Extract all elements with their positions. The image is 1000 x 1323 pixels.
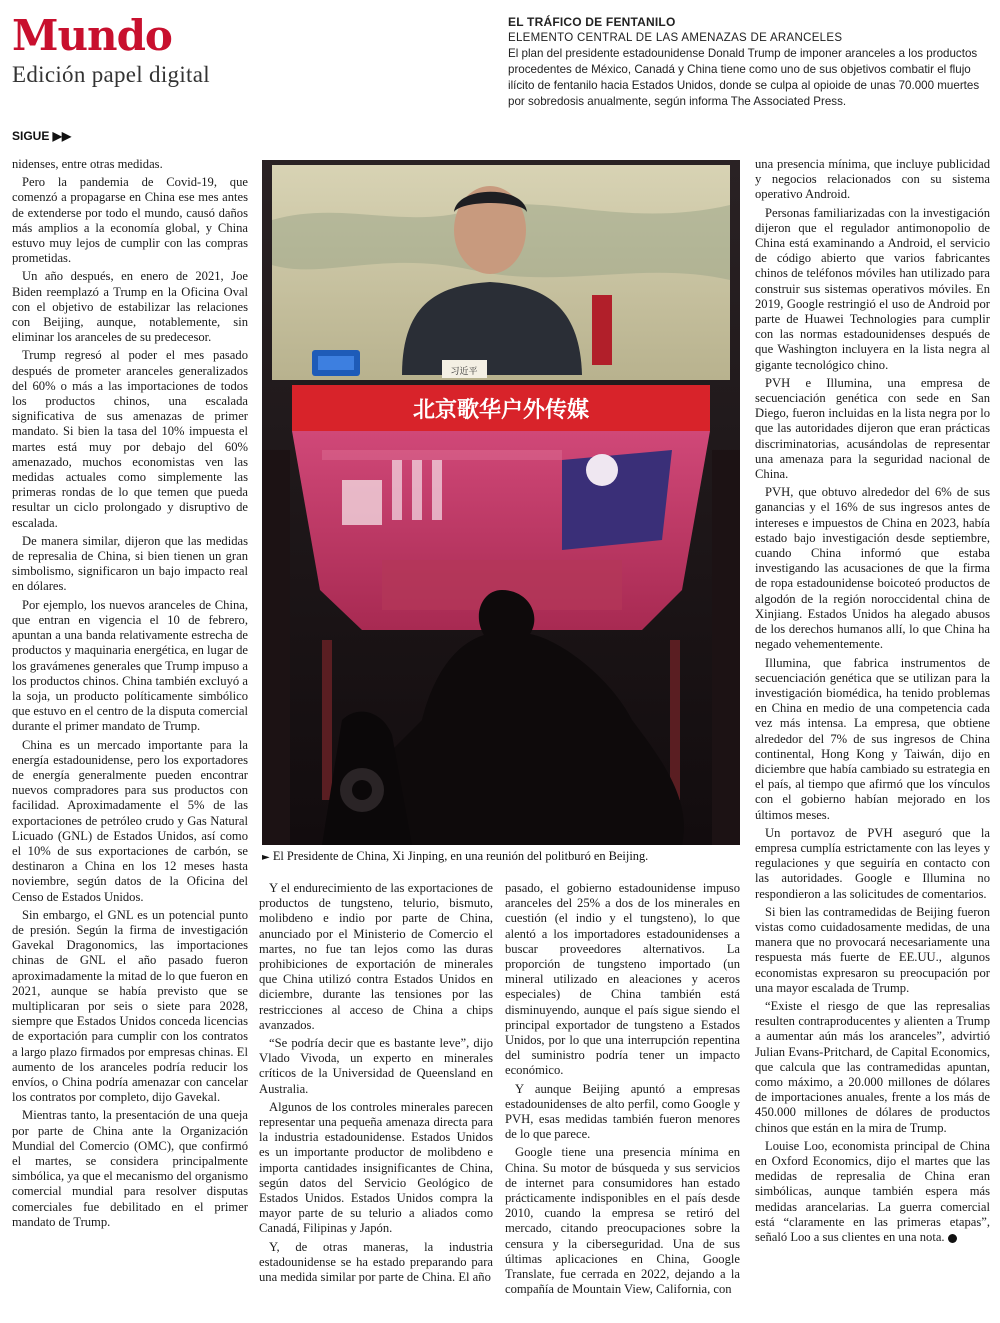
paragraph: Y aunque Beijing apuntó a empresas estadounidenses de alto perfil, como Google y PVH, esas medidas también fueron menores de lo que parece. — [505, 1081, 740, 1142]
photo-caption — [262, 849, 740, 865]
article-column-3 — [505, 881, 740, 1307]
paragraph: Mientras tanto, la presentación de una queja por parte de China ante la Organización Mundial del Comercio (OMC), que confirmó el martes, se considera principalmente simbólica, ya que el mecanismo del organismo comercial mundial para resolver disputas comerciales fue debilitado en el primer mandato de Trump. — [12, 1108, 248, 1229]
paragraph: PVH, que obtuvo alrededor del 6% de sus ganancias y el 16% de sus ingresos antes de intereses e impuestos de China en 2023, había estado bajo investigación desde septiembre, cuando China informó que estaba investigando las acusaciones de que la firma de ropa estadounidense boicoteó productos de algodón de la región noroccidental china de Xinjiang. Estados Unidos ha alegado abusos de los derechos humanos allí, lo que China ha negado vehementemente. — [755, 485, 990, 652]
continue-marker: SIGUE ▶▶ — [12, 129, 72, 143]
article-column-1 — [12, 157, 248, 1307]
caption-arrow-icon: ► — [262, 852, 270, 863]
paragraph: Algunos de los controles minerales parecen representar una pequeña amenaza directa para la industria estadounidense. Estados Unidos es un importante productor de molibdeno e importa cantidades insignificantes de China, según datos del Servicio Geológico de Estados Unidos. Estados Unidos compra la mayor parte de su telurio a aliados como Canadá, Filipinas y Japón. — [259, 1099, 493, 1236]
article-column-4 — [755, 157, 990, 1307]
paragraph-text: Louise Loo, economista principal de China en Oxford Economics, dijo el martes que las medidas de represalia de China eran simbólicas, aunque también espera más medidas arancelarias. La guerra comercial está “claramente en las primeras etapas”, señaló Loo a sus clientes en una nota. — [755, 1138, 990, 1245]
paragraph: una presencia mínima, que incluye publicidad y negocios relacionados con su sistema operativo Android. — [755, 157, 990, 202]
masthead — [12, 11, 312, 88]
paragraph: Y el endurecimiento de las exportaciones de productos de tungsteno, telurio, bismuto, molibdeno e indio por parte de China, anunciado por el Ministerio de Comercio el martes, no fue tan lejos como las duras prohibiciones de exportación de minerales que China utilizó contra Estados Unidos en diciembre, durante las tensiones por las restricciones al acceso de China a chips avanzados. — [259, 881, 493, 1032]
paragraph: Personas familiarizadas con la investigación dijeron que el regulador antimonopolio de China está examinando a Android, el servicio de código abierto que varios fabricantes chinos de teléfonos móviles han utilizado para construir sus sistemas operativos móviles. En 2019, Google restringió el uso de Android por parte de Huawei Technologies para cumplir con las normas estadounidenses después de que Washington incluyera en la lista negra al gigante tecnológico chino. — [755, 205, 990, 372]
paragraph: nidenses, entre otras medidas. — [12, 157, 163, 171]
section-title: Mundo — [12, 11, 172, 60]
photo-illustration — [262, 160, 740, 845]
paragraph: pasado, el gobierno estadounidense impuso aranceles del 25% a dos de los minerales en cuestión (el indio y el tungsteno), lo que alentó a los importadores estadounidenses a buscar proveedores alternativos. La proporción de tungsteno importado (un mineral utilizado en aleaciones y aceros especiales) de China también está disminuyendo, aunque el país sigue siendo el principal exportador de tungsteno a Estados Unidos, por lo que una interrupción repentina del suministro podría tener un impacto económico. — [505, 881, 740, 1078]
end-of-article-icon — [948, 1234, 957, 1243]
article-column-2 — [259, 881, 493, 1307]
paragraph: Trump regresó al poder el mes pasado después de prometer aranceles generalizados del 60% o más a las importaciones de todos los productos chinos, una escalada significativa de sus amenazas de primer mandato. Si bien la tasa del 10% impuesta el martes está muy por debajo del 60% amenazado, muchos economistas ven las medidas actuales como simplemente las primeras rondas de lo que temen que pueda resultar un ciclo prolongado y disruptivo de escalada. — [12, 348, 248, 530]
paragraph: Si bien las contramedidas de Beijing fueron vistas como cuidadosamente medidas, de una manera que no provocará necesariamente una respuesta más fuerte de EE.UU., algunos economistas expresaron su preocupación por una mayor escalada de Trump. — [755, 904, 990, 995]
paragraph: Pero la pandemia de Covid-19, que comenzó a propagarse en China ese mes antes de extenderse por todo el mundo, causó daños más amplios a la economía global, y China estuvo muy lejos de cumplir con las compras prometidas. — [12, 175, 248, 266]
paragraph: China es un mercado importante para la energía estadounidense, pero los exportadores de energía generalmente pueden encontrar nuevos compradores para sus productos con facilidad. Aproximadamente el 5% de las exportaciones de petróleo crudo y Gas Natural Licuado (GNL) de Estados Unidos, así como el 10% de sus exportaciones de carbón, se destinaron a China en los 12 meses hasta noviembre, según datos de la Oficina del Censo de Estados Unidos. — [12, 737, 248, 904]
paragraph: Por ejemplo, los nuevos aranceles de China, que entran en vigencia el 10 de febrero, apuntan a una banda relativamente estrecha de productos y maquinaria energética, en lugar de los gravámenes generales que Trump impuso a los productos chinos. China también excluyó a la soja, un producto políticamente simbólico que estuvo en el centro de la disputa comercial durante el primer mandato de Trump. — [12, 597, 248, 734]
paragraph: Y, de otras maneras, la industria estadounidense se ha estado preparando para una medida similar por parte de China. El año — [259, 1239, 493, 1285]
sidebar-deck: ELEMENTO CENTRAL DE LAS AMENAZAS DE ARANCELES — [508, 32, 843, 44]
paragraph: “Se podría decir que es bastante leve”, dijo Vlado Vivoda, un experto en minerales críticos de la Universidad de Queensland en Australia. — [259, 1036, 493, 1096]
paragraph: Sin embargo, el GNL es un potencial punto de presión. Según la firma de investigación Gavekal Dragonomics, las importaciones chinas de GNL el año pasado fueron aproximadamente la mitad de lo que fueron en 2021, aunque se había previsto que se multiplicaran por seis o siete para 2028, siempre que Estados Unidos conceda licencias de exportación para cumplir con los contratos a largo plazo firmados por empresas chinas. El aumento de los aranceles podría reducir los envíos, o China podría amenazar con cancelar los contratos por completo, dijo Gavekal. — [12, 907, 248, 1105]
paragraph: De manera similar, dijeron que las medidas de represalia de China, si bien tienen un gran simbolismo, significaron un bajo impacto real en dólares. — [12, 533, 248, 594]
paragraph: Un año después, en enero de 2021, Joe Biden reemplazó a Trump en la Oficina Oval con el objetivo de estabilizar las relaciones con Beijing, aunque, notablemente, sin eliminar los aranceles de su predecesor. — [12, 269, 248, 345]
paragraph: “Existe el riesgo de que las represalias resulten contraproducentes y alienten a Trump a aumentar aún más los aranceles”, advirtió Julian Evans-Pritchard, de Capital Economics, que calcula que las contramedidas apuntan, como máximo, a 20.000 millones de dólares de importaciones anuales, frente a los más de 450.000 millones de dólares de productos chinos que están en la mira de Trump. — [755, 998, 990, 1135]
paragraph: Illumina, que fabrica instrumentos de secuenciación genética que se utilizan para la investigación biomédica, ha tenido problemas en China en medio de una competencia cada vez más intensa. La empresa, que obtiene alrededor del 7% de sus ingresos de China continental, Hong Kong y Taiwán, dijo en diciembre que había cambiado su estrategia en el país, al tiempo que afirmó que los vínculos con el gobierno habían mejorado en los últimos meses. — [755, 655, 990, 822]
paragraph: Un portavoz de PVH aseguró que la empresa cumplía estrictamente con las leyes y regulaciones y que seguiría en contacto con las autoridades. Google e Illumina no respondieron a las solicitudes de comentarios. — [755, 825, 990, 901]
sidebar-kicker: EL TRÁFICO DE FENTANILO — [508, 15, 676, 29]
paragraph: Google tiene una presencia mínima en China. Su motor de búsqueda y sus servicios de internet para consumidores han estado prácticamente indisponibles en el país desde 2010, cuando la empresa se retiró del mercado, citando preocupaciones sobre la censura y la ciberseguridad. Una de sus últimas aplicaciones en China, Google Translate, fue cerrada en 2022, dejando a la compañía de Mountain View, California, con — [505, 1145, 740, 1297]
news-photo — [262, 160, 740, 845]
screen-banner-text: 北京歌华户外传媒 — [412, 398, 590, 423]
sidebar-body: El plan del presidente estadounidense Donald Trump de imponer aranceles a los productos procedentes de México, Canadá y China tiene como uno de sus objetivos combatir el flujo ilícito de fentanilo hacia Estados Unidos, donde se culpa al opioide de unas 70.000 muertes por sobredosis anualmente, según informa The Associated Press. — [508, 47, 980, 108]
paragraph — [755, 1139, 990, 1245]
nameplate-text: 习近平 — [450, 367, 478, 377]
paragraph: PVH e Illumina, una empresa de secuenciación genética con sede en San Diego, fueron incluidas en la lista negra por lo que las autoridades dijeron que eran prácticas discriminatorias, acusándolas de representar una amenaza para la seguridad nacional de China. — [755, 375, 990, 482]
edition-subtitle: Edición papel digital — [12, 62, 210, 87]
sidebar-box — [508, 14, 990, 110]
caption-text: El Presidente de China, Xi Jinping, en una reunión del politburó en Beijing. — [272, 849, 649, 863]
